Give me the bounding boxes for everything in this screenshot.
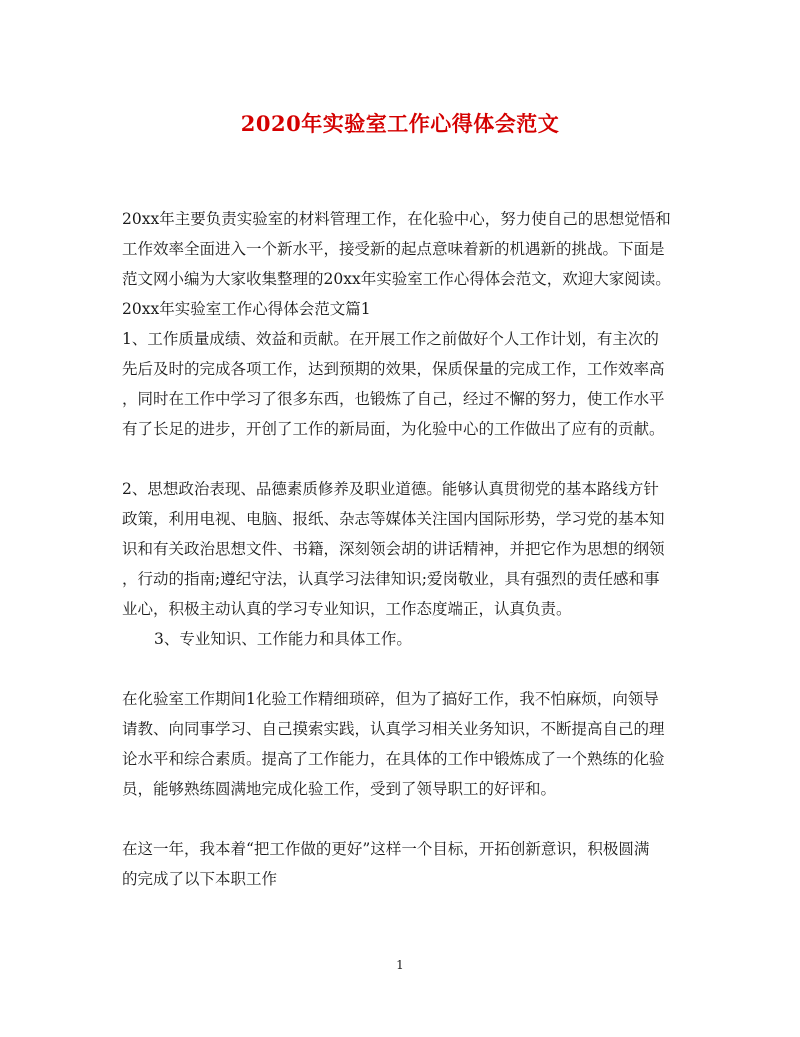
- paragraph-line: 在化验室工作期间1化验工作精细琐碎，但为了搞好工作，我不怕麻烦，向领导: [122, 690, 659, 708]
- paragraph-spacer: [122, 444, 682, 474]
- paragraph-line: ，同时在工作中学习了很多东西，也锻炼了自己，经过不懈的努力，使工作水平: [122, 390, 665, 408]
- paragraph-line: 3、专业知识、工作能力和具体工作。: [154, 630, 412, 648]
- document-title: 2020年实验室工作心得体会范文: [240, 111, 560, 136]
- paragraph-line: 工作效率全面进入一个新水平，接受新的起点意味着新的机遇新的挑战。下面是: [122, 240, 665, 258]
- paragraph-line: 的完成了以下本职工作: [122, 870, 278, 888]
- paragraph-line: 范文网小编为大家收集整理的20xx年实验室工作心得体会范文，欢迎大家阅读。: [122, 270, 671, 288]
- paragraph-spacer: [122, 654, 682, 684]
- paragraph-spacer: [122, 804, 682, 834]
- page-number: 1: [396, 958, 404, 972]
- paragraph-line: ，行动的指南;遵纪守法，认真学习法律知识;爱岗敬业，具有强烈的责任感和事: [122, 570, 660, 588]
- paragraph-line: 政策，利用电视、电脑、报纸、杂志等媒体关注国内国际形势，学习党的基本知: [122, 510, 665, 528]
- paragraph-line: 在这一年，我本着“把工作做的更好”这样一个目标，开拓创新意识，积极圆满: [122, 840, 650, 858]
- paragraph-line: 识和有关政治思想文件、书籍，深刻领会胡的讲话精神，并把它作为思想的纲领: [122, 540, 665, 558]
- document-body: [122, 204, 682, 894]
- paragraph-line: 论水平和综合素质。提高了工作能力，在具体的工作中锻炼成了一个熟练的化验: [122, 750, 665, 768]
- paragraph-line: 有了长足的进步，开创了工作的新局面，为化验中心的工作做出了应有的贡献。: [122, 420, 665, 438]
- section-heading: 20xx年实验室工作心得体会范文篇1: [122, 300, 371, 318]
- paragraph-line: 员，能够熟练圆满地完成化验工作，受到了领导职工的好评和。: [122, 780, 557, 798]
- paragraph-line: 1、工作质量成绩、效益和贡献。在开展工作之前做好个人工作计划，有主次的: [122, 330, 659, 348]
- paragraph-line: 请教、向同事学习、自己摸索实践，认真学习相关业务知识，不断提高自己的理: [122, 720, 665, 738]
- paragraph-line: 2、思想政治表现、品德素质修养及职业道德。能够认真贯彻党的基本路线方针: [122, 480, 659, 498]
- paragraph-line: 20xx年主要负责实验室的材料管理工作，在化验中心，努力使自己的思想觉悟和: [122, 210, 671, 228]
- paragraph-line: 业心，积极主动认真的学习专业知识，工作态度端正，认真负责。: [122, 600, 572, 618]
- paragraph-line: 先后及时的完成各项工作，达到预期的效果，保质保量的完成工作，工作效率高: [122, 360, 665, 378]
